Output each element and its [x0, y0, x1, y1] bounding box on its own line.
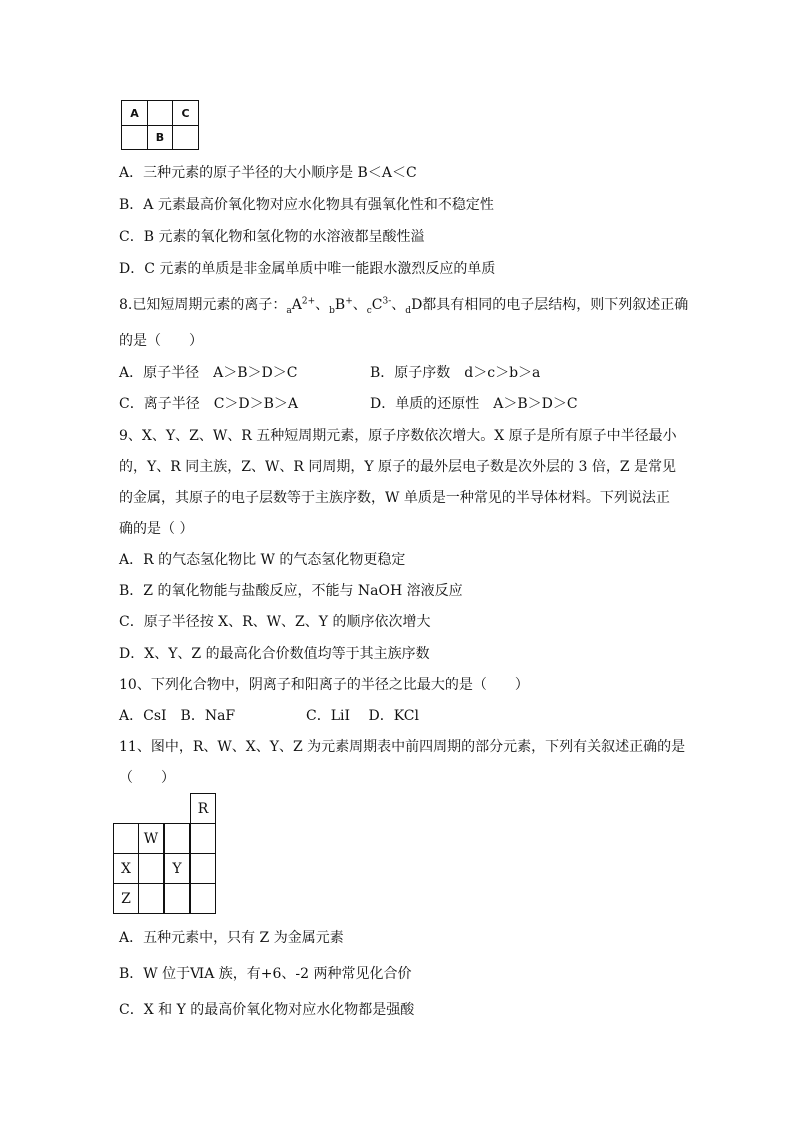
q8-stem-tail: 都具有相同的电子层结构，则下列叙述正确	[422, 297, 689, 313]
q9-stem-line3: 的金属，其原子的电子层数等于主族序数，W 单质是一种常见的半导体材料。下列说法正	[119, 490, 670, 506]
q9-stem-line1: 9、X、Y、Z、W、R 五种短周期元素，原子序数依次增大。X 原子是所有原子中半径最小	[119, 428, 677, 444]
q9-stem-line2: 的，Y、R 同主族，Z、W、R 同周期，Y 原子的最外层电子数是次外层的 3 倍，Z 是常见	[119, 459, 677, 475]
separator: 、	[352, 297, 367, 313]
cell-empty	[164, 883, 190, 914]
ion-d-number: d	[405, 305, 412, 316]
cell-empty	[190, 883, 216, 914]
ion-c-symbol: C	[371, 297, 383, 313]
cell-y: Y	[164, 853, 190, 884]
cell-w: W	[138, 823, 164, 854]
cell-empty	[138, 883, 164, 914]
cell-z: Z	[113, 883, 139, 914]
cell-a: A	[121, 100, 148, 126]
q11-option-c: C．X 和 Y 的最高价氧化物对应水化物都是强酸	[119, 1002, 415, 1018]
ion-a-number: a	[286, 305, 292, 316]
separator: 、	[315, 297, 330, 313]
cell-c: C	[172, 100, 199, 126]
q11-stem: 11、图中，R、W、X、Y、Z 为元素周期表中前四周期的部分元素，下列有关叙述正确的是	[119, 739, 686, 755]
q9-option-a: A．R 的气态氢化物比 W 的气态氢化物更稳定	[119, 552, 406, 568]
element-grid-abc	[121, 100, 199, 150]
q10-options-cd: C．LiI D．KCl	[306, 708, 419, 724]
cell-x: X	[113, 853, 139, 884]
separator: 、	[391, 297, 406, 313]
q10-stem: 10、下列化合物中，阴离子和阳离子的半径之比最大的是（ ）	[119, 677, 529, 693]
q11-option-a: A．五种元素中，只有 Z 为金属元素	[119, 930, 344, 946]
cell-empty	[113, 823, 139, 854]
q11-option-b: B．W 位于ⅥA 族，有+6、-2 两种常见化合价	[119, 966, 412, 982]
q8-option-a: A．原子半径 A＞B＞D＞C	[119, 365, 298, 381]
cell-r: R	[190, 793, 216, 824]
ion-b-charge: +	[345, 296, 353, 307]
q8-stem	[119, 296, 688, 314]
ion-a-symbol: A	[291, 297, 302, 313]
q7-option-c: C．B 元素的氧化物和氢化物的水溶液都呈酸性溢	[119, 229, 425, 245]
ion-a-charge: 2+	[301, 296, 316, 307]
ion-d-symbol: D	[411, 297, 423, 313]
ion-b-number: b	[329, 305, 335, 316]
q9-option-d: D．X、Y、Z 的最高化合价数值均等于其主族序数	[119, 646, 430, 662]
q8-stem-line2: 的是（ ）	[119, 333, 203, 349]
q8-option-b: B．原子序数 d＞c＞b＞a	[370, 365, 541, 381]
q9-stem-line4: 确的是（ ）	[119, 521, 194, 537]
cell-empty	[190, 823, 216, 854]
q7-option-d: D．C 元素的单质是非金属单质中唯一能跟水激烈反应的单质	[119, 261, 496, 277]
ion-b-symbol: B	[334, 297, 346, 313]
cell-empty	[190, 853, 216, 884]
q11-stem-line2: （ ）	[119, 770, 175, 786]
cell-empty	[164, 823, 190, 854]
cell-empty	[138, 853, 164, 884]
q9-option-b: B．Z 的氧化物能与盐酸反应，不能与 NaOH 溶液反应	[119, 583, 463, 599]
cell-b: B	[147, 125, 173, 150]
q9-option-c: C．原子半径按 X、R、W、Z、Y 的顺序依次增大	[119, 614, 431, 630]
q8-stem-lead: 8.已知短周期元素的离子：	[119, 297, 287, 313]
q7-option-b: B．A 元素最高价氧化物对应水化物具有强氧化性和不稳定性	[119, 197, 494, 213]
q8-option-d: D．单质的还原性 A＞B＞D＞C	[370, 396, 578, 412]
q10-options-ab: A．CsI B．NaF	[119, 708, 236, 724]
q8-option-c: C．离子半径 C＞D＞B＞A	[119, 396, 299, 412]
ion-c-number: c	[366, 305, 372, 316]
q7-option-a: A．三种元素的原子半径的大小顺序是 B＜A＜C	[119, 165, 417, 181]
ion-c-charge: 3-	[382, 296, 392, 307]
